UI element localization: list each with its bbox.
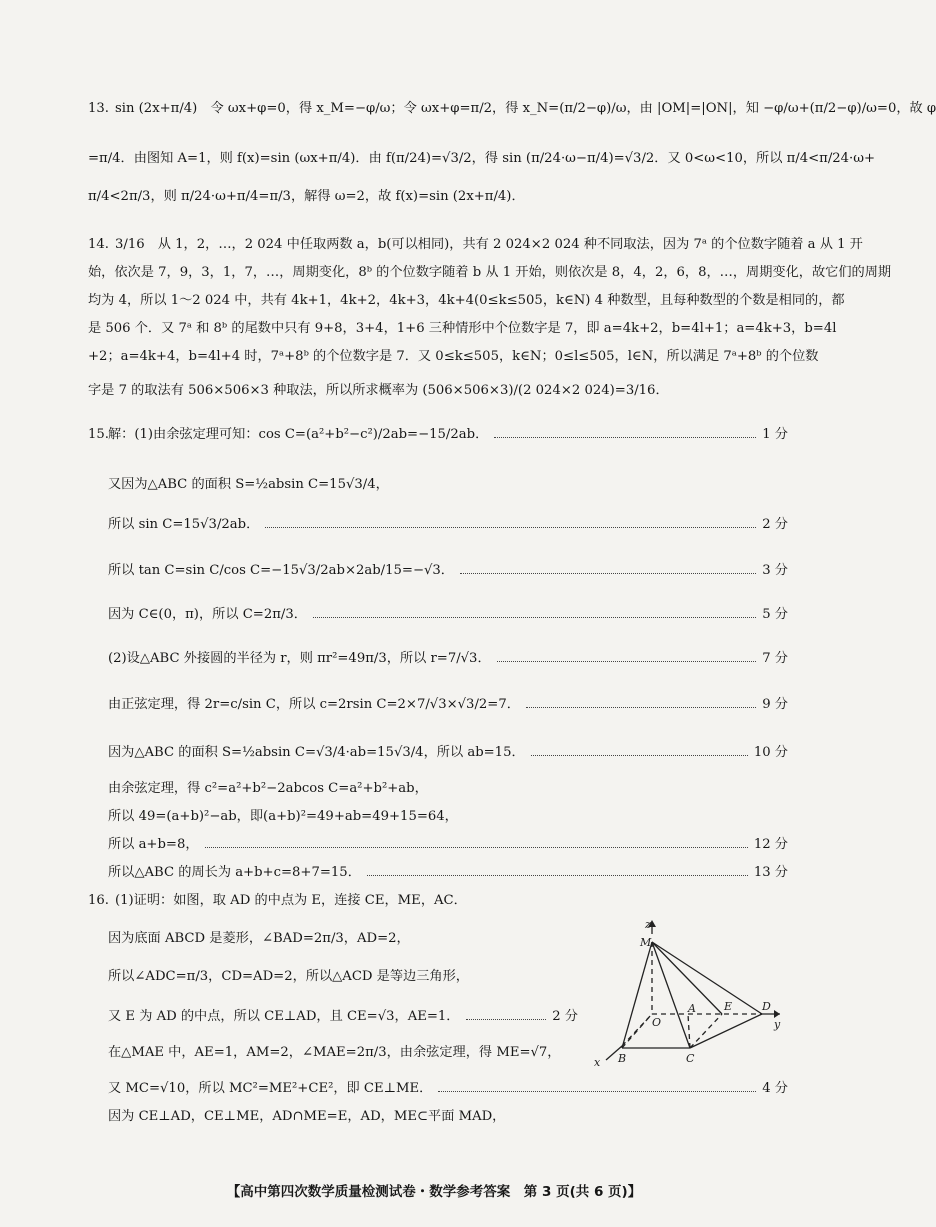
- q15-row-10: [108, 836, 788, 854]
- q14-text-1: 3/16 从 1，2，…，2 024 中任取两数 a，b(可以相同)，共有 2 024×2 024 种不同取法，因为 7ᵃ 的个位数字随着 a 从 1 开: [114, 237, 863, 252]
- page-footer: 【高中第四次数学质量检测试卷・数学参考答案 第 3 页(共 6 页)】: [226, 1184, 642, 1200]
- q15-row-text: 所以△ABC 的周长为 a+b+c=8+7=15．: [108, 865, 361, 880]
- q15-row-1: 又因为△ABC 的面积 S=½absin C=15√3/4，: [108, 477, 389, 492]
- q16-number: 16.: [88, 893, 109, 908]
- q15-row-text: 所以 sin C=15√3/2ab．: [108, 517, 260, 532]
- q14-line-5: +2；a=4k+4，b=4l+4 时，7ᵃ+8ᵇ 的个位数字是 7．又 0≤k≤505，k∈N；0≤l≤505，l∈N，所以满足 7ᵃ+8ᵇ 的个位数: [88, 349, 819, 364]
- label-z: z: [645, 918, 651, 931]
- q13-line-1: [88, 100, 936, 118]
- score-points: 4 分: [762, 1081, 788, 1096]
- q15-row-6: [108, 696, 788, 714]
- score-points: 12 分: [753, 837, 788, 852]
- score-leader-dots: [531, 746, 748, 756]
- score-leader-dots: [313, 608, 756, 618]
- q15-row-5: [108, 650, 788, 668]
- q14-line-1: [88, 236, 863, 254]
- score-points: 10 分: [753, 745, 788, 760]
- score-points: 2 分: [552, 1009, 578, 1024]
- score-points: 2 分: [762, 517, 788, 532]
- score-leader-dots: [460, 564, 756, 574]
- q15-row-text: (2)设△ABC 外接圆的半径为 r，则 πr²=49π/3，所以 r=7/√3．: [108, 651, 491, 666]
- score-points: 13 分: [753, 865, 788, 880]
- label-B: B: [618, 1052, 627, 1065]
- q16-row-text: 又 MC=√10，所以 MC²=ME²+CE²，即 CE⊥ME．: [108, 1081, 433, 1096]
- score-points: 9 分: [762, 697, 788, 712]
- pyramid-figure: [590, 918, 790, 1068]
- score-points: 7 分: [762, 651, 788, 666]
- score-points: 3 分: [762, 563, 788, 578]
- q16-row-5: [108, 1080, 788, 1098]
- q15-row-text: 因为 C∈(0，π)，所以 C=2π/3．: [108, 607, 307, 622]
- q16-row-2: 所以∠ADC=π/3，CD=AD=2，所以△ACD 是等边三角形，: [108, 969, 469, 984]
- label-D: D: [762, 1000, 771, 1013]
- score-leader-dots: [494, 428, 756, 438]
- edge-CD: [690, 1014, 762, 1048]
- q14-number: 14.: [88, 237, 109, 252]
- edge-MB: [622, 942, 652, 1048]
- q16-row-6: 因为 CE⊥AD，CE⊥ME，AD∩ME=E，AD，ME⊂平面 MAD，: [108, 1109, 506, 1124]
- score-leader-dots: [526, 698, 756, 708]
- q15-row-11: [108, 864, 788, 882]
- q14-line-6: 字是 7 的取法有 506×506×3 种取法，所以所求概率为 (506×506×3)/(2 024×2 024)=3/16．: [88, 383, 669, 398]
- q13-text-1: sin (2x+π/4) 令 ωx+φ=0，得 x_M=−φ/ω；令 ωx+φ=π/2，得 x_N=(π/2−φ)/ω，由 |OM|=|ON|，知 −φ/ω+(π/2−φ)/ω=0，故 φ: [114, 101, 936, 116]
- score-leader-dots: [438, 1082, 756, 1092]
- q13-number: 13.: [88, 101, 109, 116]
- q15-row-0: [108, 426, 788, 444]
- y-arrow-icon: [774, 1010, 780, 1018]
- label-M: M: [640, 936, 652, 949]
- edge-MC: [652, 942, 690, 1048]
- label-O: O: [652, 1016, 662, 1029]
- q15-number: 15.: [88, 427, 109, 442]
- q14-line-2: 始，依次是 7，9，3，1，7，…，周期变化，8ᵇ 的个位数字随着 b 从 1 开始，则依次是 8，4，2，6，8，…，周期变化，故它们的周期: [88, 265, 892, 280]
- label-x: x: [594, 1056, 601, 1069]
- q16-row-3: [108, 1008, 578, 1026]
- q15-row-9: 所以 49=(a+b)²−ab，即(a+b)²=49+ab=49+15=64，: [108, 809, 458, 824]
- q15-row-text: 所以 tan C=sin C/cos C=−15√3/2ab×2ab/15=−√3．: [108, 563, 454, 578]
- q15-row-7: [108, 744, 788, 762]
- label-A: A: [688, 1002, 696, 1015]
- q16-row-4: 在△MAE 中，AE=1，AM=2，∠MAE=2π/3，由余弦定理，得 ME=√7，: [108, 1045, 561, 1060]
- score-leader-dots: [205, 838, 748, 848]
- score-leader-dots: [466, 1010, 547, 1020]
- label-E: E: [724, 1000, 733, 1013]
- q16-line-0: [88, 892, 788, 910]
- score-points: 5 分: [762, 607, 788, 622]
- edge-CE: [690, 1014, 722, 1048]
- label-C: C: [686, 1052, 695, 1065]
- score-leader-dots: [367, 866, 748, 876]
- q13-line-2: =π/4．由图知 A=1，则 f(x)=sin (ωx+π/4)．由 f(π/24)=√3/2，得 sin (π/24·ω−π/4)=√3/2．又 0<ω<10，所以 π/4<π/24·ω+: [88, 151, 876, 166]
- q14-line-4: 是 506 个．又 7ᵃ 和 8ᵇ 的尾数中只有 9+8，3+4，1+6 三种情形中个位数字是 7，即 a=4k+2，b=4l+1；a=4k+3，b=4l: [88, 321, 837, 336]
- q16-row-text: (1)证明：如图，取 AD 的中点为 E，连接 CE，ME，AC．: [114, 893, 467, 908]
- q16-row-text: 又 E 为 AD 的中点，所以 CE⊥AD，且 CE=√3，AE=1．: [108, 1009, 460, 1024]
- q15-row-text: 解：(1)由余弦定理可知：cos C=(a²+b²−c²)/2ab=−15/2ab．: [108, 427, 489, 442]
- q13-line-3: π/4<2π/3，则 π/24·ω+π/4=π/3，解得 ω=2，故 f(x)=sin (2x+π/4)．: [88, 189, 525, 204]
- q15-row-text: 所以 a+b=8，: [108, 837, 199, 852]
- q15-row-text: 由正弦定理，得 2r=c/sin C，所以 c=2rsin C=2×7/√3×√3/2=7．: [108, 697, 520, 712]
- edge-ME: [652, 942, 722, 1014]
- edge-MD: [652, 942, 762, 1014]
- q15-row-text: 因为△ABC 的面积 S=½absin C=√3/4·ab=15√3/4，所以 ab=15．: [108, 745, 525, 760]
- q16-row-1: 因为底面 ABCD 是菱形，∠BAD=2π/3，AD=2，: [108, 931, 410, 946]
- q15-row-4: [108, 606, 788, 624]
- q15-row-8: 由余弦定理，得 c²=a²+b²−2abcos C=a²+b²+ab，: [108, 781, 428, 796]
- score-leader-dots: [265, 518, 756, 528]
- label-y: y: [774, 1018, 781, 1031]
- score-points: 1 分: [762, 427, 788, 442]
- q15-row-2: [108, 516, 788, 534]
- q14-line-3: 均为 4，所以 1～2 024 中，共有 4k+1，4k+2，4k+3，4k+4(0≤k≤505，k∈N) 4 种数型，且每种数型的个数是相同的，都: [88, 293, 845, 308]
- score-leader-dots: [497, 652, 757, 662]
- q15-row-3: [108, 562, 788, 580]
